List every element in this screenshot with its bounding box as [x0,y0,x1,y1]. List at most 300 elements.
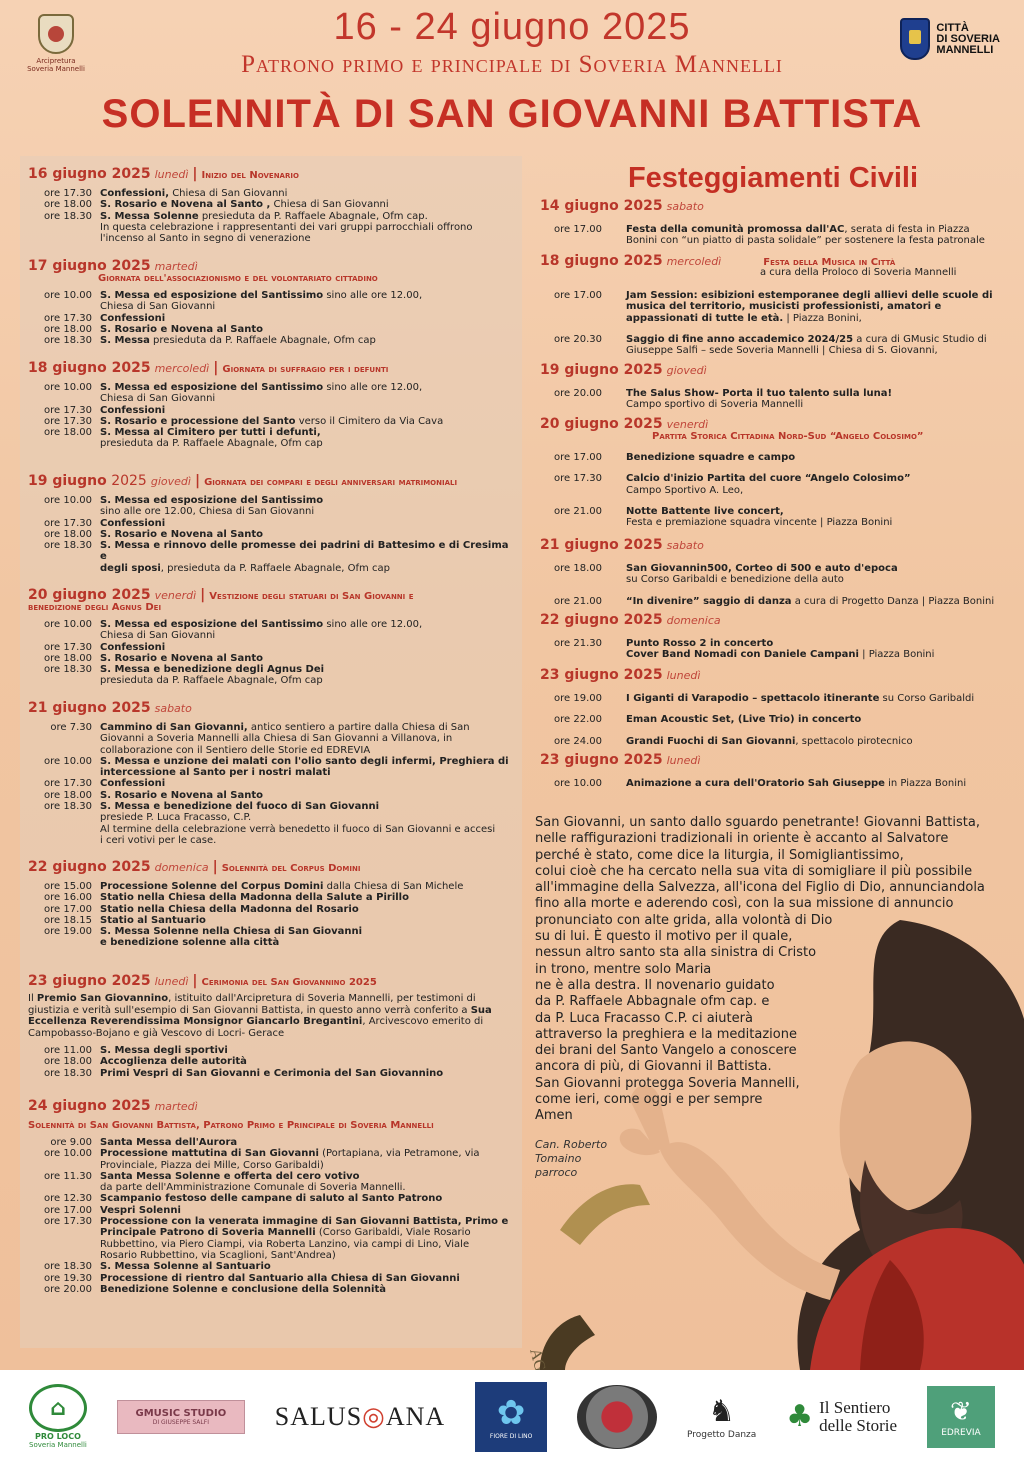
row-detail: , serata di festa in Piazza [844,224,970,235]
schedule-row [28,382,518,393]
prayer-line: su di lui. È questo il motivo per il quale, [535,929,793,945]
row-time: ore 21.00 [554,505,602,517]
row-description [100,313,518,324]
row-description [100,290,518,301]
row-time [28,222,100,233]
row-time: ore 17.00 [554,452,602,463]
row-description [100,324,518,335]
row-time: ore 15.00 [44,881,92,892]
row-title: Cammino di San Giovanni, [100,722,248,733]
row-description [100,1193,518,1204]
row-description [626,649,1015,660]
row-detail: su Corso Garibaldi [879,693,975,704]
schedule-row [28,1284,518,1295]
row-description [100,495,518,506]
row-time: ore 11.30 [44,1170,92,1182]
row-description [100,722,518,733]
row-description [626,235,1015,246]
day-weekday: mercoledì [154,362,210,375]
religious-day [28,587,518,687]
row-time: ore 20.00 [554,388,602,399]
row-time: ore 10.00 [44,619,92,630]
day-heading [28,473,518,489]
row-description [100,1239,518,1250]
row-description [626,388,1015,399]
row-time: ore 18.30 [44,1067,92,1079]
row-detail: i ceri votivi per le case. [100,834,217,846]
schedule-row [28,1227,518,1238]
row-detail: | Piazza Bonini [858,649,935,661]
row-description [100,1182,518,1193]
row-time: ore 7.30 [50,722,92,733]
prayer-line: da P. Raffaele Abbagnale ofm cap. e [535,994,770,1010]
row-time [28,233,100,244]
schedule-row [28,812,518,823]
row-time: ore 17.00 [554,224,602,235]
row-description [100,790,518,801]
day-rows [540,224,1015,247]
row-description [100,540,518,563]
row-detail: presiede P. Luca Fracasso, C.P. [100,812,252,824]
row-time: ore 22.00 [554,714,602,726]
row-time [540,649,626,660]
day-date: 19 giugno [28,473,107,489]
row-time: ore 17.00 [554,290,602,301]
schedule-row [540,224,1015,235]
schedule-row [28,881,518,892]
row-description [100,1137,518,1148]
religious-day [28,360,518,450]
row-detail: Giovanni a Soveria Mannelli alla Chiesa di San Giovanni a Villanova, in [100,733,453,745]
city-name: CITTÀ DI SOVERIA MANNELLI [936,21,1000,56]
separator: | [194,473,201,489]
day-theme: Inizio del Novenario [201,170,299,181]
prayer-line: all'immagine della Salvezza, all'icona del Figlio di Dio, annunciandola [535,880,985,896]
prayer-line: fino alla morte e aderendo così, con la sua missione di annuncio [535,896,954,912]
row-title: Cover Band Nomadi con Daniele Campani [626,649,859,661]
row-time: ore 18.30 [44,210,92,222]
sponsor-sentiero: ♣ Il Sentiero delle Storie [786,1397,898,1435]
row-title: Grandi Fuochi di San Giovanni [626,735,796,747]
row-time: ore 20.30 [554,333,602,345]
row-title: Processione mattutina di San Giovanni [100,1148,319,1160]
sponsor-progetto-danza: ♞ Progetto Danza [686,1393,757,1440]
day-date: 23 giugno 2025 [540,752,663,768]
row-detail: sino alle ore 12.00, [323,290,423,301]
row-description [100,188,518,199]
row-description [626,313,1015,324]
row-time: ore 18.30 [44,335,92,347]
schedule-row [28,1239,518,1250]
row-description [626,224,1015,235]
day-heading [540,752,1015,768]
row-time [28,438,100,449]
schedule-row [28,290,518,301]
day-weekday: martedì [154,260,198,273]
day-date: 20 giugno 2025 [28,587,151,603]
row-time: ore 18.30 [44,540,92,552]
row-time: ore 18.30 [44,664,92,676]
row-detail: a cura di GMusic Studio di [853,333,987,345]
row-description [100,664,518,675]
row-time [28,393,100,404]
schedule-row [28,642,518,653]
row-detail: Campo sportivo di Soveria Mannelli [626,399,804,411]
civil-day [540,362,1015,411]
row-time: ore 18.00 [44,1056,92,1068]
prayer-line: da P. Luca Fracasso C.P. ci aiuterà [535,1010,753,1026]
prayer-text [535,815,985,1125]
row-description [100,904,518,915]
row-detail: presieduta da P. Raffaele Abagnale, Ofm cap [100,438,323,450]
row-time: ore 17.00 [44,903,92,915]
schedule-row [28,301,518,312]
leaf-icon: ❦ [950,1396,972,1427]
prayer-line: nessun altro santo sta alla sinistra di Cristo [535,945,817,961]
day-date: 22 giugno 2025 [540,612,663,628]
row-time: ore 17.30 [44,517,92,529]
row-detail: l'incenso al Santo in segno di venerazione [100,233,311,245]
day-date: 19 giugno 2025 [540,362,663,378]
day-date: 17 giugno 2025 [28,258,151,274]
schedule-row [28,904,518,915]
schedule-row [28,630,518,641]
row-title: S. Messa degli sportivi [100,1045,228,1056]
row-time [28,1182,100,1193]
row-time: ore 18.00 [44,427,92,439]
schedule-row [540,473,1015,484]
row-description [100,382,518,393]
sponsor-fiore-di-lino: ✿ FIORE DI LINO [475,1382,547,1452]
day-subtitle: a cura della Proloco di Soveria Mannelli [760,267,957,278]
schedule-row [540,345,1015,356]
row-description [100,1205,518,1216]
row-time: ore 18.15 [44,914,92,926]
patrono-subtitle: Patrono primo e principale di Soveria Mannelli [241,51,783,78]
row-time: ore 17.30 [44,312,92,324]
schedule-row [28,675,518,686]
row-title: appassionati di tutte le età. [626,312,784,324]
row-title: S. Rosario e Novena al Santo [100,652,263,664]
row-title: Saggio di fine anno accademico 2024/25 [626,333,854,345]
civil-day [540,667,1015,747]
row-title: Statio al Santuario [100,914,206,926]
row-title: S. Rosario e Novena al Santo [100,323,263,335]
row-time: ore 10.00 [44,382,92,393]
para-bold: Sua Eccellenza Reverendissima Monsignor Giancarlo Bregantini [28,1004,492,1027]
row-time [28,675,100,686]
row-detail: a cura di Progetto Danza | Piazza Bonini [791,595,995,607]
schedule-row [28,733,518,744]
row-title: S. Rosario e Novena al Santo [100,789,263,801]
row-time: ore 17.30 [44,641,92,653]
day-weekday: lunedì [666,669,701,682]
day-theme: Giornata dell'associazionismo e del volontariato cittadino [98,273,378,284]
row-description [100,301,518,312]
schedule-row [28,1261,518,1272]
schedule-row [28,1171,518,1182]
row-description [100,1216,518,1227]
row-title: S. Messa [100,335,150,347]
para-text: , istituito dall'Arcipretura di Soveria Mannelli, per testimoni di giustizia e verità sull'esempio di San Giovanni Battista, in questo anno verrà conferito a [28,993,476,1016]
row-time: ore 17.30 [44,188,92,199]
religious-day [28,166,518,244]
row-description [100,1250,518,1261]
day-heading [540,667,1015,683]
day-heading [540,198,1015,214]
row-time [28,835,100,846]
schedule-row [28,518,518,529]
row-description [626,693,1015,704]
prayer-line: ne è alla destra. Il novenario guidato [535,977,775,993]
row-time [540,345,626,356]
row-detail: Chiesa di San Giovanni [100,301,216,313]
day-date: 20 giugno 2025 [540,416,663,432]
religious-day [28,258,518,346]
religious-day [28,973,518,1079]
row-title: S. Messa ed esposizione del Santissimo [100,495,324,506]
day-heading [28,258,518,274]
prayer-line: ancora di più, di Giovanni il Battista. [535,1059,772,1075]
day-theme: Vestizione degli statuari di San Giovanni e [209,591,414,602]
day-weekday: venerdì [666,418,709,431]
row-time [28,506,100,517]
day-rows [28,1137,518,1295]
salus-swirl-icon: ◎ [362,1401,386,1431]
row-detail: Provinciale, Piazza dei Mille, Corso Garibaldi) [100,1159,324,1171]
dancer-icon: ♞ [708,1393,736,1429]
schedule-row [540,596,1015,607]
row-detail: da parte dell'Amministrazione Comunale di Soveria Mannelli. [100,1182,406,1194]
row-description [100,1171,518,1182]
schedule-row [28,393,518,404]
row-time: ore 17.30 [44,415,92,427]
schedule-row [28,540,518,563]
schedule-row [28,1056,518,1067]
day-heading [28,587,518,603]
row-description [626,638,1015,649]
schedule-row [540,399,1015,410]
schedule-row [540,485,1015,496]
schedule-row [540,506,1015,517]
schedule-row [28,1148,518,1159]
row-description [100,222,518,233]
schedule-row [540,235,1015,246]
schedule-row [540,638,1015,649]
religious-day [28,700,518,846]
row-detail: Al termine della celebrazione verrà benedetto il fuoco di San Giovanni e accesi [100,823,496,835]
row-title: Festa della comunità promossa dall'AC [626,224,845,235]
schedule-row [28,416,518,427]
separator: | [192,973,198,989]
day-rows [28,881,518,949]
row-time: ore 19.00 [44,926,92,938]
proloco-icon: ⌂ [29,1384,87,1432]
row-title: Accoglienza delle autorità [100,1056,247,1068]
day-rows [28,188,518,244]
sponsor-edrevia: ❦ EDREVIA [927,1386,995,1448]
row-title: Statio nella Chiesa della Madonna del Rosario [100,903,359,915]
day-theme: Giornata dei compari e degli anniversari matrimoniali [204,477,458,488]
day-weekday: lunedì [154,168,189,181]
row-title: Statio nella Chiesa della Madonna della Salute a Pirillo [100,892,409,904]
row-time: ore 17.30 [44,1216,92,1228]
schedule-row [28,1137,518,1148]
prayer-line: San Giovanni, un santo dallo sguardo penetrante! Giovanni Battista, [535,815,980,830]
day-theme: Cerimonia del San Giovannino 2025 [201,977,377,988]
row-time: ore 18.00 [44,323,92,335]
schedule-row [28,892,518,903]
schedule-row [28,1045,518,1056]
schedule-row [28,495,518,506]
day-weekday: giovedì [150,475,191,488]
row-detail: sino alle ore 12.00, Chiesa di San Giovanni [100,506,315,518]
row-description [100,1056,518,1067]
row-detail: Festa e premiazione squadra vincente | Piazza Bonini [626,517,893,529]
day-rows [28,495,518,574]
row-title: S. Messa ed esposizione del Santissimo [100,382,324,393]
row-description [626,574,1015,585]
day-date: 22 giugno 2025 [28,859,151,875]
row-title: S. Messa e unzione dei malati con l'olio santo degli infermi, Preghiera di [100,755,509,767]
schedule-row [28,324,518,335]
row-detail: In questa celebrazione i rappresentanti dei vari gruppi parrocchiali offrono [100,221,473,233]
schedule-row [28,745,518,756]
prayer-line: pronunciato con alte grida, alla volontà di Dio [535,912,833,928]
row-title: Processione Solenne del Corpus Domini [100,881,324,892]
schedule-row [28,1193,518,1204]
row-time: ore 10.00 [44,290,92,301]
row-title: S. Messa e benedizione del fuoco di San Giovanni [100,801,380,813]
event-dates: 16 - 24 giugno 2025 [333,6,691,48]
schedule-row [28,778,518,789]
schedule-row [28,937,518,948]
para-bold: Premio San Giovannino [36,993,169,1004]
day-date: 21 giugno 2025 [540,537,663,553]
row-description [100,1284,518,1295]
row-title: S. Rosario e Novena al Santo [100,528,263,540]
schedule-row [540,649,1015,660]
row-detail: verso il Cimitero da Via Cava [295,415,444,427]
row-time [540,313,626,324]
day-weekday: sabato [154,702,192,715]
row-description [626,778,1015,789]
row-title: S. Messa al Cimitero per tutti i defunti, [100,427,321,439]
day-date-year: 2025 [106,473,147,489]
prayer-line: attraverso la preghiera e la meditazione [535,1026,797,1042]
prayer-line: dei brani del Santo Vangelo a conoscere [535,1043,797,1059]
row-description [100,937,518,948]
row-title: e benedizione solenne alla città [100,937,280,949]
row-title: Confessioni [100,641,166,653]
city-logo [900,18,1000,60]
day-date: 18 giugno 2025 [540,253,663,269]
row-title: Calcio d'inizio Partita del cuore “Angelo Colosimo” [626,473,911,485]
schedule-row [540,693,1015,704]
row-time: ore 19.30 [44,1272,92,1284]
row-time: ore 10.00 [44,1148,92,1160]
row-title: degli sposi [100,562,161,574]
row-time [28,1250,100,1261]
row-detail: , presieduta da P. Raffaele Abagnale, Ofm cap [160,562,390,574]
schedule-row [28,824,518,835]
day-weekday: lunedì [666,754,701,767]
row-title: Santa Messa Solenne e offerta del cero votivo [100,1170,360,1182]
row-description [100,756,518,767]
civil-day [540,416,1015,528]
row-time [540,399,626,410]
day-weekday: domenica [666,614,721,627]
row-title: Punto Rosso 2 in concerto [626,638,774,649]
row-description [100,733,518,744]
religious-day [28,473,518,574]
day-weekday: sabato [666,200,704,213]
row-title: S. Messa ed esposizione del Santissimo [100,619,324,630]
row-title: Confessioni [100,312,166,324]
row-time [28,1239,100,1250]
day-rows [28,290,518,346]
separator: | [213,360,219,376]
row-description [100,393,518,404]
row-description [100,1227,518,1238]
day-rows [540,693,1015,747]
day-rows [28,1045,518,1079]
row-time: ore 17.30 [44,404,92,416]
row-time: ore 11.00 [44,1045,92,1056]
row-detail: Rubbettino, via Piero Ciampi, via Roberta Lanzino, via campi di Lino, Viale [100,1238,470,1250]
schedule-row [28,1216,518,1227]
schedule-row [28,529,518,540]
row-time: ore 10.00 [44,755,92,767]
day-theme-continued: benedizione degli Agnus Dei [28,602,162,613]
day-rows [540,452,1015,528]
row-description [626,563,1015,574]
row-time [28,812,100,823]
day-heading [540,416,1015,432]
schedule-row [28,915,518,926]
day-heading [28,700,518,716]
row-title: San Giovannin500, Corteo di 500 e auto d'epoca [626,563,898,574]
tree-icon: ♣ [786,1399,814,1434]
row-detail: Chiesa di San Giovanni [169,188,288,199]
separator: | [192,166,198,182]
day-date: 18 giugno 2025 [28,360,151,376]
row-description [626,345,1015,356]
day-rows [540,778,1015,789]
civil-title: Festeggiamenti Civili [627,162,919,194]
row-detail: Chiesa di San Giovanni [100,393,216,405]
schedule-row [28,756,518,767]
row-detail: presieduta da P. Raffaele Abagnale, Ofm cap [100,675,323,687]
arcipretura-caption: Arcipretura Soveria Mannelli [27,57,85,73]
row-time: ore 18.30 [44,1261,92,1273]
row-description [100,619,518,630]
row-time: ore 21.00 [554,595,602,607]
day-theme: Giornata di suffragio per i defunti [222,364,389,375]
day-weekday: mercoledì [666,255,722,268]
row-description [626,596,1015,607]
row-time: ore 12.30 [44,1193,92,1205]
row-detail: Chiesa di San Giovanni [100,630,216,642]
row-detail: Campo Sportivo A. Leo, [626,484,744,496]
civil-day [540,537,1015,607]
row-detail: antico sentiero a partire dalla Chiesa di San [247,722,470,733]
signature: Can. Roberto Tomaino parroco [535,1138,608,1179]
day-date: 23 giugno 2025 [28,973,151,989]
row-time: ore 19.00 [554,693,602,704]
row-time [28,1160,100,1171]
schedule-row [28,506,518,517]
